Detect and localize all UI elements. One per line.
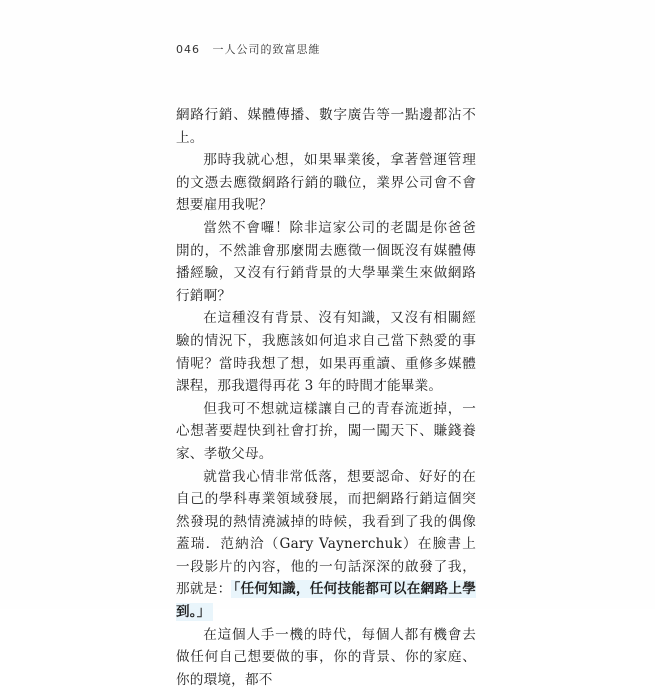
paragraph-6 bbox=[176, 466, 476, 624]
running-header bbox=[176, 41, 321, 57]
paragraph-3: 當然不會囉！除非這家公司的老闆是你爸爸開的，不然誰會那麼閒去應徵一個既沒有媒體傳播經驗，又沒有行銷背景的大學畢業生來做網路行銷啊？ bbox=[176, 219, 476, 304]
paragraph-1: 網路行銷、媒體傳播、數字廣告等一點邊都沾不上。 bbox=[176, 107, 476, 146]
highlighted-quote: 「任何知識，任何技能都可以在網路上學到。」 bbox=[176, 581, 476, 621]
paragraph-6-lead: 就當我心情非常低落，想要認命、好好的在自己的學科專業領域發展，而把網路行銷這個突然發現的熱情澆滅掉的時候，我看到了我的偶像蓋瑞．范納洽（Gary Vaynerchuk）在臉書上一段影片的內容，他的一句話深深的啟發了我，那就是： bbox=[176, 468, 476, 598]
body-text bbox=[176, 104, 476, 691]
paragraph-2: 那時我就心想，如果畢業後，拿著營運管理的文憑去應徵網路行銷的職位，業界公司會不會想要雇用我呢？ bbox=[176, 152, 476, 214]
book-title: 一人公司的致富思維 bbox=[212, 43, 321, 56]
paragraph-4: 在這種沒有背景、沒有知識，又沒有相關經驗的情況下，我應該如何追求自己當下熱愛的事情呢？當時我想了想，如果再重讀、重修多媒體課程，那我還得再花 3 年的時間才能畢業。 bbox=[176, 310, 476, 395]
paragraph-5: 但我可不想就這樣讓自己的青春流逝掉，一心想著要趕快到社會打拚，闖一闖天下、賺錢養家、孝敬父母。 bbox=[176, 400, 476, 462]
paragraph-7: 在這個人手一機的時代，每個人都有機會去做任何自己想要做的事，你的背景、你的家庭、你的環境，都不 bbox=[176, 626, 476, 688]
page-number: 046 bbox=[176, 43, 200, 56]
